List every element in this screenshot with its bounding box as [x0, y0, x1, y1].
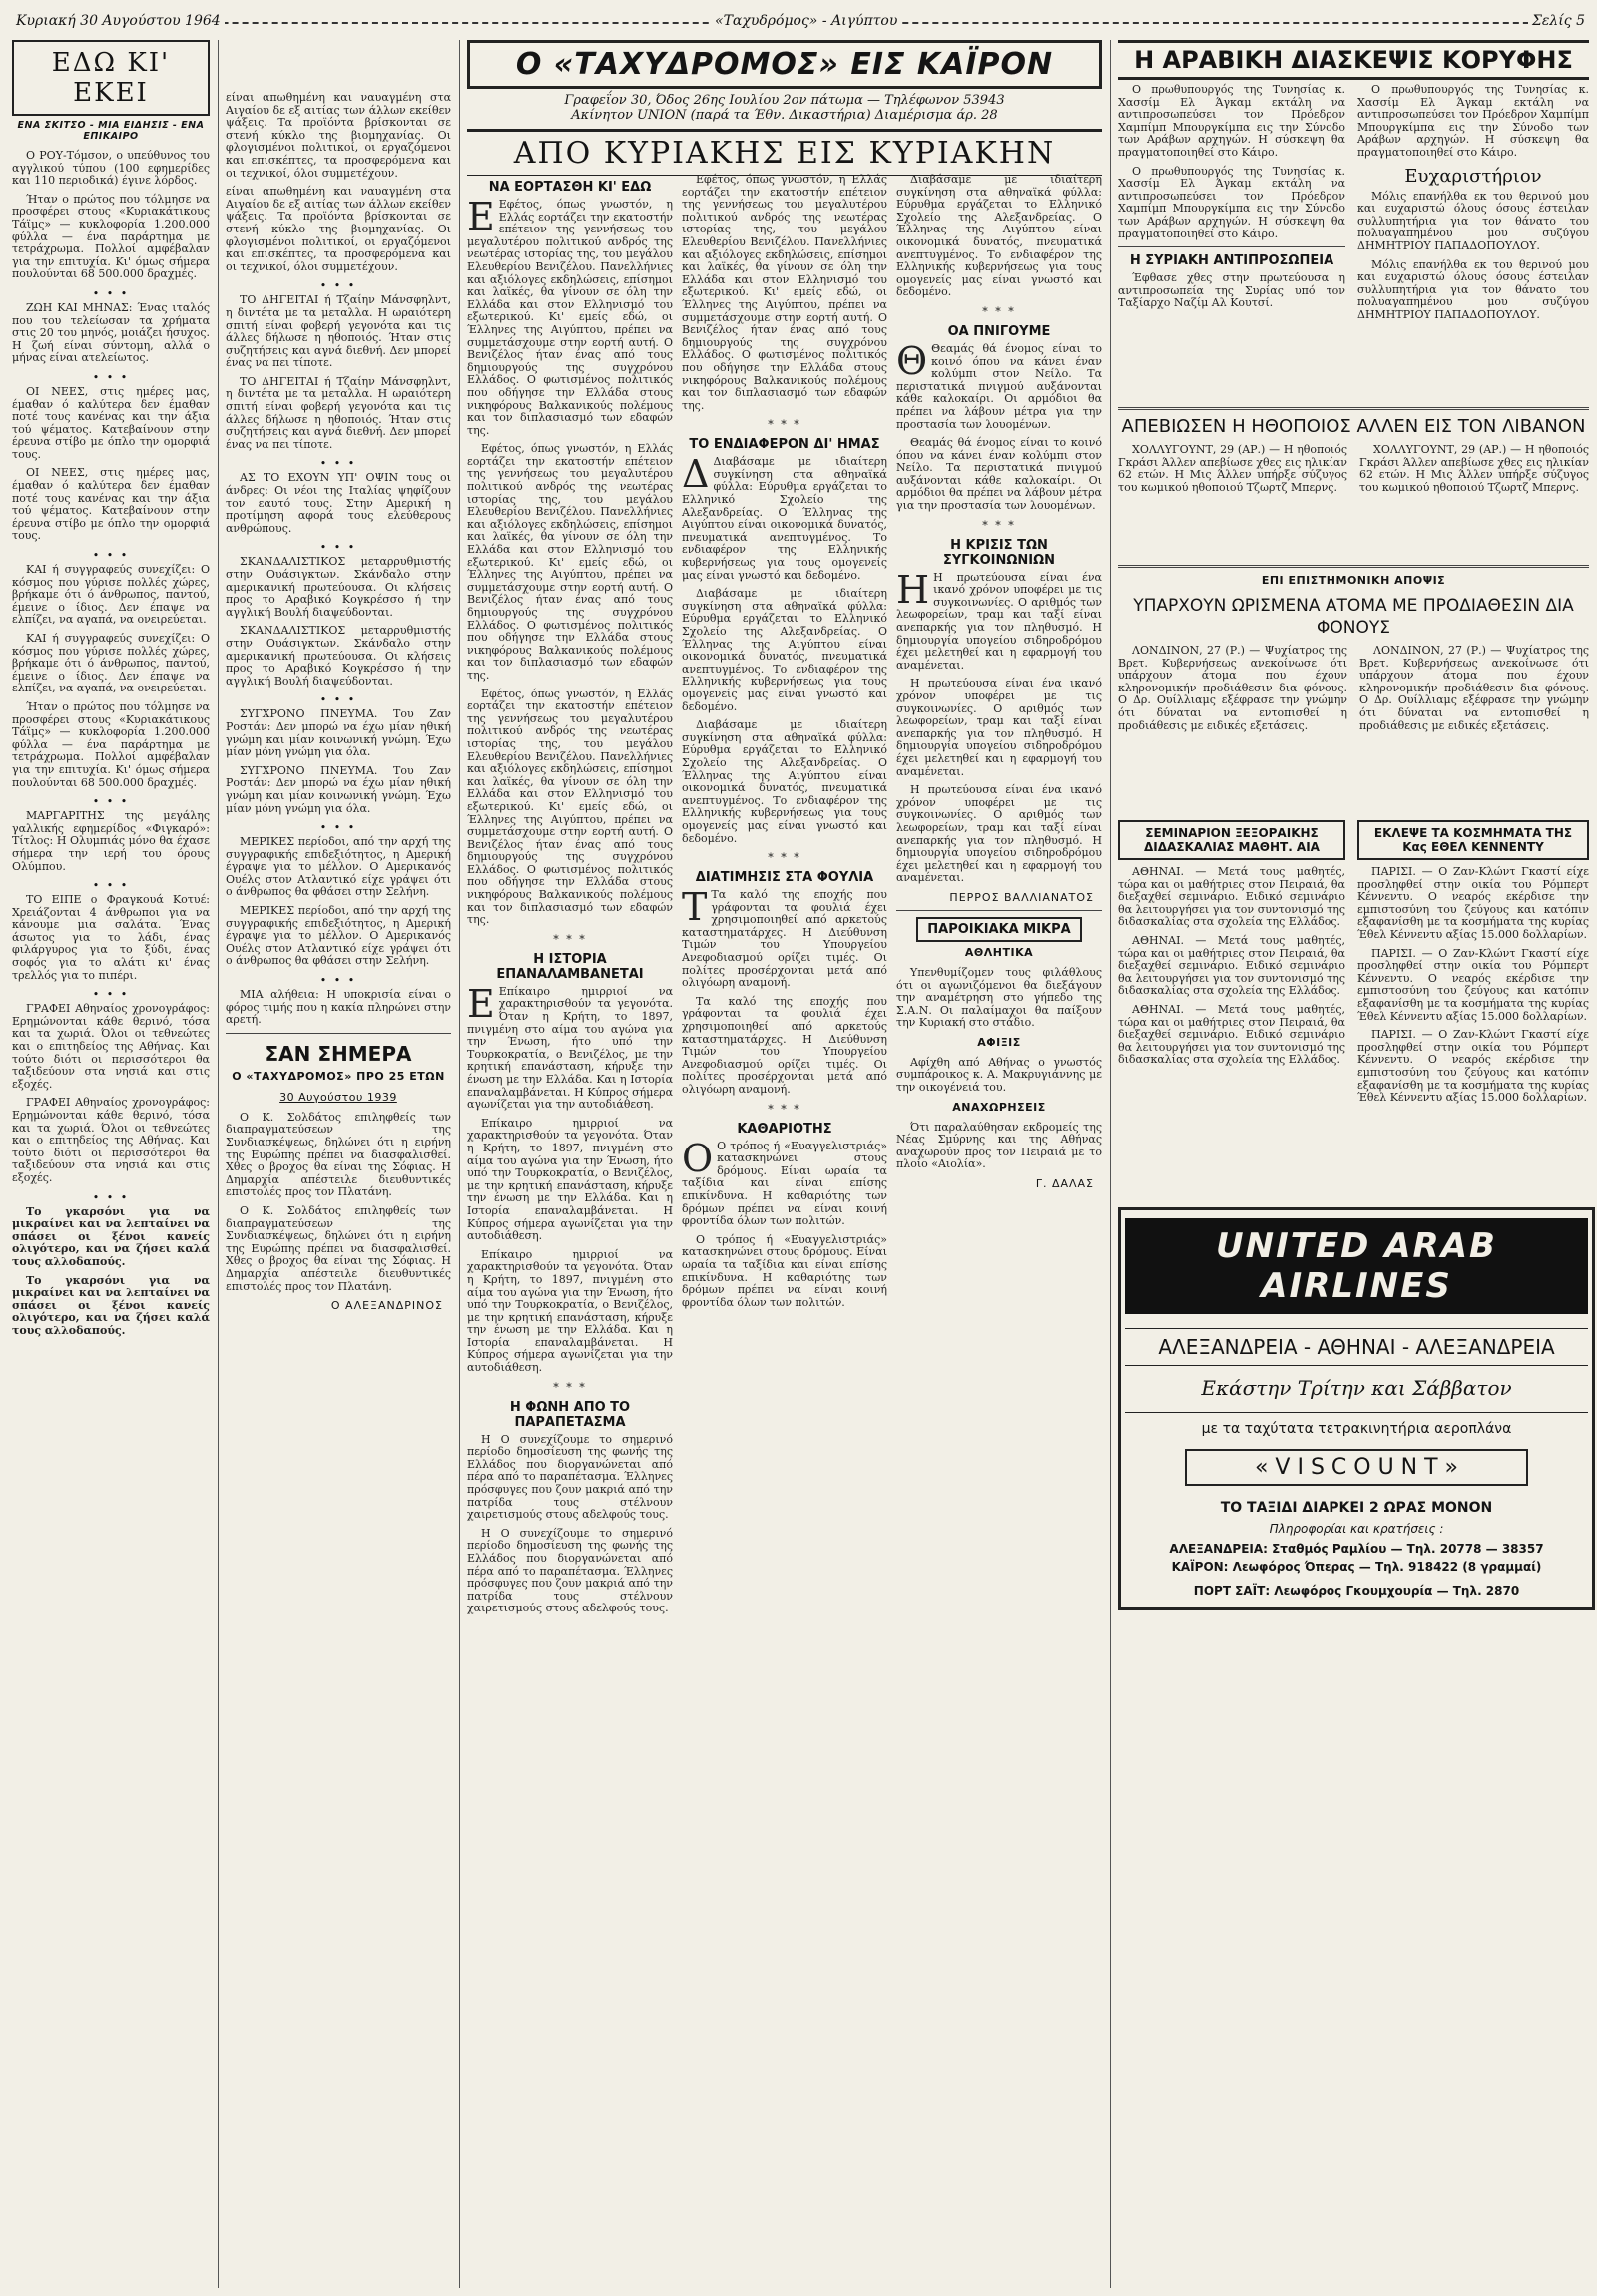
paragraph: ΓΡΑΦΕΙ Αθηναίος χρονογράφος: Ερημώνονται κάθε θερινό, τόσα και τα χωριά. Όλοι οι τεθνεώτες και ο επιτηδείος της Αθήνας. Και τούτο διότι οι περισσότεροι θα ταξιδεύουν στα νησιά και στις εξοχές. [12, 1096, 210, 1184]
paragraph: Ήταν ο πρώτος που τόλμησε να προσφέρει στους «Κυριακάτικους Τάϊμς» — κυκλοφορία 1.200.000 φύλλα — ένα παράρτημα με τετράχρωμα. Πολλοί αμφέβαλαν για την επιτυχία. Κι' όμως σήμερα πουλούνται 68 500.000 δραχμές. [12, 699, 210, 789]
section-subtitle: ΕΝΑ ΣΚΙΤΣΟ - ΜΙΑ ΕΙΔΗΣΙΣ - ΕΝΑ ΕΠΙΚΑΙΡΟ [17, 120, 205, 142]
article-title: ΚΑΘΑΡΙΟΤΗΣ [737, 1121, 832, 1137]
article-body: Υπενθυμίζομεν τους φιλάθλους ότι οι αγωνιζόμενοι θα διεξάγουν την αναμέτρηση στο γήπεδο της Σ.Α.Ν. Οι παλαίμαχοι θα παίξουν την Κυριακή στο στάδιο. [896, 965, 1102, 1030]
article-body: Επίκαιρο ημιρριοί να χαρακτηρισθούν τα γεγονότα. Όταν η Κρήτη, το 1897, πνιγμένη στο αίμα του αγώνα για την Ένωση, ήτο υπό την Τουρκοκρατία, ο Βενιζέλος, με την κρητική επανάσταση, κήρυξε την ένωση με την Ελλάδα. Και η Ιστορία επαναλαμβάνεται. Η Κύπρος σήμερα αγωνίζεται για την αυτοδιάθεση. [467, 984, 673, 1112]
separator: • • • [319, 821, 357, 835]
dropcap: Η [896, 567, 930, 612]
center-subcol-3 [896, 174, 1102, 1194]
separator: • • • [92, 988, 130, 1002]
article-title: Η ΦΩΝΗ ΑΠΟ ΤΟ ΠΑΡΑΠΕΤΑΣΜΑ [509, 1399, 631, 1430]
article-title: ΔΙΑΤΙΜΗΣΙΣ ΣΤΑ ΦΟΥΛΙΑ [695, 870, 874, 886]
article-body: ΠΑΡΙΣΙ. — Ο Ζαν-Κλώντ Γκαστί είχε προσληφθεί στην οικία του Ρόμπερτ Κέννεντυ. Ο νεαρός εκέρδισε την εμπιστοσύνη του ζεύγους και κατόπιν εξαφανίσθη με τα κοσμήματα της κυρίας Έθελ Κέννεντυ αξίας 15.000 δολλαρίων. [1357, 946, 1589, 1023]
article-title: ΟΑ ΠΝΙΓΟΥΜΕ [947, 323, 1051, 339]
separator: • • • [319, 974, 357, 988]
separator: • • • [319, 693, 357, 707]
article-title: ΤΟ ΕΝΔΙΑΦΕΡΟΝ ΔΙ' ΗΜΑΣ [689, 437, 880, 453]
article-title: ΠΑΡΟΙΚΙΑΚΑ ΜΙΚΡΑ [916, 917, 1082, 942]
airline-advertisement [1118, 1207, 1595, 1610]
paragraph: είναι απωθημένη και ναυαγμένη στα Αιγαίου δε εξ αιτίας των άλλων εκείθεν ψάξεις. Τα προϊόντα βρίσκονται σε στενή κύκλο της βιομηχανίας. Οι φλογισμένοι πολιτικοί, οι εργαζόμενοι και επισκέπτες, τα προσφερόμενα και οι τεχνικοί, όλοι συμμετέχουν. [226, 185, 451, 273]
article-body: Ότι παραλαύθησαν εκδρομείς της Νέας Σμύρνης και της Αθήνας αναχωρούν προς τον Πειραιά με το πλοίο «Αιολία». [896, 1120, 1102, 1171]
article-kicker: ΕΠΙ ΕΠΙΣΤΗΜΟΝΙΚΗ ΑΠΟΨΙΣ [1261, 574, 1446, 587]
article-body: Εφέτος, όπως γνωστόν, η Ελλάς εορτάζει την εκατοστήν επέτειον της γεννήσεως του μεγαλυτέρου πολιτικού ανδρός της νεωτέρας ιστορίας της, του μεγάλου Ελευθερίου Βενιζέλου. Πανελλήνιες και αξιόλογες εκδηλώσεις, επίσημοι και λαϊκές, θα γίνουν σε όλη την Ελλάδα και στον Ελληνισμό του εξωτερικού. Κι' εμείς εδώ, οι Έλληνες της Αιγύπτου, πρέπει να συμμετάσχουμε στην εορτή αυτή. Ο Βενιζέλος ήταν ένας από τους δημιουργούς της συγχρόνου Ελλάδος. Ο φωτισμένος πολιτικός που οδήγησε την Ελλάδα στους νικηφόρους Βαλκανικούς πολέμους και τον διπλασιασμό των εδαφών της. [682, 173, 887, 412]
article-title: ΝΑ ΕΟΡΤΑΣΘΗ ΚΙ' ΕΔΩ [488, 180, 652, 195]
signature: Γ. ΔΑΛΑΣ [1035, 1177, 1094, 1191]
ad-route: ΑΛΕΞΑΝΔΡΕΙΑ - ΑΘΗΝΑΙ - ΑΛΕΞΑΝΔΡΕΙΑ [1125, 1328, 1588, 1366]
seminar-article [1118, 820, 1345, 1073]
article-body: Αφίχθη από Αθήνας ο γνωστός συμπάροικος κ. Α. Μακρυγιάννης με την οικογένειά του. [896, 1055, 1102, 1095]
column-rule [459, 40, 460, 2288]
article-body: Εφέτος, όπως γνωστόν, η Ελλάς εορτάζει την εκατοστήν επέτειον της γεννήσεως του μεγαλυτέρου πολιτικού ανδρός της νεωτέρας ιστορίας της, του μεγάλου Ελευθερίου Βενιζέλου. Πανελλήνιες και αξιόλογες εκδηλώσεις, επίσημοι και λαϊκές, θα γίνουν σε όλη την Ελλάδα και στον Ελληνισμό του εξωτερικού. Κι' εμείς εδώ, οι Έλληνες της Αιγύπτου, πρέπει να συμμετάσχουμε στην εορτή αυτή. Ο Βενιζέλος ήταν ένας από τους δημιουργούς της συγχρόνου Ελλάδος. Ο φωτισμένος πολιτικός που οδήγησε την Ελλάδα στους νικηφόρους Βαλκανικούς πολέμους και τον διπλασιασμό των εδαφών της. [467, 687, 673, 927]
center-subcol-2 [682, 174, 887, 1315]
paragraph: ΣΥΓΧΡΟΝΟ ΠΝΕΥΜΑ. Του Ζαν Ροστάν: Δεν μπορώ να έχω μίαν ηθική γνώμη και μίαν κοινωνική γνώμη. Έχω μίαν μόνη γνώμη για όλα. [226, 763, 451, 815]
divider [896, 910, 1102, 911]
column-left [12, 40, 210, 1344]
header-page-number: Σελίς 5 [1528, 13, 1589, 29]
article-body: Επίκαιρο ημιρριοί να χαρακτηρισθούν τα γεγονότα. Όταν η Κρήτη, το 1897, πνιγμένη στο αίμα του αγώνα για την Ένωση, ήτο υπό την Τουρκοκρατία, ο Βενιζέλος, με την κρητική επανάσταση, κήρυξε την ένωση με την Ελλάδα. Και η Ιστορία επαναλαμβάνεται. Η Κύπρος σήμερα αγωνίζεται για την αυτοδιάθεση. [467, 1116, 673, 1243]
article-title: Η ΣΥΡΙΑΚΗ ΑΝΤΙΠΡΟΣΩΠΕΙΑ [1129, 253, 1334, 269]
paragraph: ΚΑΙ ή συγγραφεύς συνεχίζει: Ο κόσμος που γύρισε πολλές χώρες, βρήκαμε ότι ό άνθρωπος, παντού, έμεινε ο ίδιος. Δεν έπαψε να ελπίζει, να αγαπά, να ονειρεύεται. [12, 563, 210, 627]
header-paper: «Ταχυδρόμος» - Αιγύπτου [711, 13, 901, 29]
right-subcol-1 [1118, 84, 1345, 316]
paragraph: ΤΟ ΔΗΓΕΙΤΑΙ ή Τζαίην Μάνσφηλντ, η διντέτα με τα μεταλλα. Η ωραιότερη σπιτή είναι φοβερή γεγονότα και τις άλλες δήλωσε η ηθοποιός. Ήταν στις συζητήσεις και αγνά διεθνή. Δεν μπορεί ένας να πει τίποτε. [226, 293, 451, 370]
article-body: ΧΟΛΛΥΓΟΥΝΤ, 29 (ΑΡ.) — Η ηθοποιός Γκράσι Άλλεν απεβίωσε χθες εις ηλικίαν 62 ετών. Η Μις Άλλεν υπήρξε σύζυγος του κωμικού ηθοποιού Τζωρτζ Μπερνς. [1118, 443, 1347, 494]
separator: * * * [768, 418, 801, 432]
paragraph: ΜΙΑ αλήθεια: Η υποκρισία είναι ο φόρος τιμής που η κακία πληρώνει στην αρετή. [226, 988, 451, 1027]
article-body: Ο πρωθυπουργός της Τυνησίας κ. Χασσίμ Ελ Άγκαμ εκτάλη να αντιπροσωπεύσει τον Πρόεδρον Χαμπίμπ Μπουργκίμπα εις την Σύνοδο των Αράβων αρχηγών. Η σύσκεψη θα πραγματοποιηθεί στο Κάιρο. [1357, 83, 1589, 159]
ad-contact: ΠΟΡΤ ΣΑΪΤ: Λεωφόρος Γκουμχουρία — Τηλ. 2870 [1193, 1584, 1520, 1598]
article-body: ΑΘΗΝΑΙ. — Μετά τους μαθητές, τώρα και οι μαθήτριες στον Πειραιά, θα διεξαχθεί σεμινάριο. Ειδικό σεμινάριο θα λειτουργήσει για τον συντονισμό της διδασκαλίας στα σχολεία της Ελλάδος. [1118, 865, 1345, 929]
paragraph: Ο Κ. Σολδάτος επιληφθείς των διαπραγματεύσεων της Συνδιασκέψεως, δηλώνει ότι η ειρήνη της Ευρώπης πρέπει να διασφαλισθεί. Χθες ο βροχος θα είναι της Σόφιας. Η Δημαρχία απέστειλε διευθυντικές επιστολές προς τον Πλατάνη. [226, 1203, 451, 1293]
article-body: Η Ο συνεχίζουμε το σημερινό περίοδο δημοσίευση της φωνής της Ελλάδος που διοργανώνεται από πέρα από το παραπέτασμα. Έλληνες πρόσφυγες που ζουν μακριά από την πατρίδα τους στέλνουν χαιρετισμούς στους αδελφούς τους. [467, 1432, 673, 1522]
paragraph: ΑΣ ΤΟ ΕΧΟΥΝ ΥΠ' ΟΨΙΝ τους οι άνδρες: Οι νέοι της Ιταλίας ψηφίζουν τον εαυτό τους. Στην Αμερική η προτίμηση αφορά τους ελεύθερους ανθρώπους. [226, 471, 451, 535]
article-headline: ΑΠΕΒΙΩΣΕΝ Η ΗΘΟΠΟΙΟΣ ΑΛΛΕΝ ΕΙΣ ΤΟΝ ΛΙΒΑΝΟΝ [1121, 416, 1586, 437]
article-title: Η ΙΣΤΟΡΙΑ ΕΠΑΝΑΛΑΜΒΑΝΕΤΑΙ [496, 951, 644, 982]
paragraph: ΤΟ ΕΙΠΕ ο Φραγκουά Κοτυέ: Χρειάζονται 4 άνθρωποι για να κάνουμε μια σαλάτα. Ένας άσωτος για το λάδι, ένας φιλάργυρος για το ξύδι, ένας σοφός για το αλάτι κι' ένας τρελλός για το πιπέρι. [12, 893, 210, 982]
article-body: Διαβάσαμε με ιδιαίτερη συγκίνηση στα αθηναϊκά φύλλα: Εύρυθμα εργάζεται το Ελληνικό Σχολείο της Αλεξανδρείας. Ο Έλληνας της Αιγύπτου είναι οικονομικά δυνατός, πνευματικά ανεπτυγμένος. Το ενδιαφέρον της Ελληνικής κυβερνήσεως για τους ομογενείς μας είναι γνωστό και δεδομένο. [896, 173, 1102, 299]
paragraph: Ήταν ο πρώτος που τόλμησε να προσφέρει στους «Κυριακάτικους Τάϊμς» — κυκλοφορία 1.200.000 φύλλα — ένα παράρτημα με τετράχρωμα. Πολλοί αμφέβαλαν για την επιτυχία. Κι' όμως σήμερα πουλούνται 68 500.000 δραχμές. [12, 192, 210, 281]
column-second [226, 92, 451, 1316]
article-body: Ο πρωθυπουργός της Τυνησίας κ. Χασσίμ Ελ Άγκαμ εκτάλη να αντιπροσωπεύσει τον Πρόεδρον Χαμπίμπ Μπουργκίμπα εις την Σύνοδο των Αράβων αρχηγών. Η σύσκεψη θα πραγματοποιηθεί στο Κάιρο. [1118, 164, 1345, 240]
masthead: Ο «ΤΑΧΥΔΡΟΜΟΣ» ΕΙΣ ΚΑΪΡΟΝ [467, 40, 1102, 89]
separator: • • • [319, 541, 357, 555]
anniversary-date: 30 Αυγούστου 1939 [279, 1090, 397, 1104]
separator: • • • [92, 795, 130, 809]
article-headline: ΥΠΑΡΧΟΥΝ ΩΡΙΣΜΕΝΑ ΑΤΟΜΑ ΜΕ ΠΡΟΔΙΑΘΕΣΙΝ ΔΙΑ ΦΟΝΟΥΣ [1133, 596, 1574, 638]
right-subcol-2 [1357, 84, 1589, 328]
paragraph: ΤΟ ΔΗΓΕΙΤΑΙ ή Τζαίην Μάνσφηλντ, η διντέτα με τα μεταλλα. Η ωραιότερη σπιτή είναι φοβερή γεγονότα και τις άλλες δήλωσε η ηθοποιός. Ήταν στις συζητήσεις και αγνά διεθνή. Δεν μπορεί ένας να πει τίποτε. [226, 374, 451, 451]
dropcap: Ε [467, 195, 495, 238]
separator: • • • [319, 457, 357, 471]
column-rule [1110, 40, 1111, 2288]
paragraph: ΟΙ ΝΕΕΣ, στις ημέρες μας, έμαθαν ό καλύτερα δεν έμαθαν ποτέ τους κανένας και την άξια τού ψέματος. Κατεβαίνουν στην έρευνα στίβο με όπλο την ομορφιά τους. [12, 466, 210, 543]
article-body: Επίκαιρο ημιρριοί να χαρακτηρισθούν τα γεγονότα. Όταν η Κρήτη, το 1897, πνιγμένη στο αίμα του αγώνα για την Ένωση, ήτο υπό την Τουρκοκρατία, ο Βενιζέλος, με την κρητική επανάσταση, κήρυξε την ένωση με την Ελλάδα. Και η Ιστορία επαναλαμβάνεται. Η Κύπρος σήμερα αγωνίζεται για την αυτοδιάθεση. [467, 1247, 673, 1375]
center-block [467, 40, 1102, 1615]
paragraph: ΚΑΙ ή συγγραφεύς συνεχίζει: Ο κόσμος που γύρισε πολλές χώρες, βρήκαμε ότι ό άνθρωπος, παντού, έμεινε ο ίδιος. Δεν έπαψε να ελπίζει, να αγαπά, να ονειρεύεται. [12, 632, 210, 695]
ad-aircraft: με τα ταχύτατα τετρακινητήρια αεροπλάνα [1201, 1421, 1512, 1437]
dropcap: Ε [467, 981, 495, 1026]
article-body: Ο πρωθυπουργός της Τυνησίας κ. Χασσίμ Ελ Άγκαμ εκτάλη να αντιπροσωπεύσει τον Πρόεδρον Χαμπίμπ Μπουργκίμπα εις την Σύνοδο των Αράβων αρχηγών. Η σύσκεψη θα πραγματοποιηθεί στο Κάιρο. [1118, 83, 1345, 159]
divider [1118, 246, 1345, 247]
anniversary-title: ΣΑΝ ΣΗΜΕΡΑ [265, 1041, 412, 1066]
article-body: Τα καλό της εποχής που γράφονται τα φουλιά έχει χρησιμοποιηθεί από αρκετούς καταστηματάρχες. Η Διεύθυνση Τιμών του Υπουργείου Ανεφοδιασμού ορίζει τιμές. Οι πολίτες προσέρχονται μετά από ολιγόωρη αναμονή. [682, 994, 887, 1096]
ad-info-label: Πληροφορίαι και κρατήσεις : [1269, 1522, 1444, 1536]
article-body: ΠΑΡΙΣΙ. — Ο Ζαν-Κλώντ Γκαστί είχε προσληφθεί στην οικία του Ρόμπερτ Κέννεντυ. Ο νεαρός εκέρδισε την εμπιστοσύνη του ζεύγους και κατόπιν εξαφανίσθη με τα κοσμήματα της κυρίας Έθελ Κέννεντυ αξίας 15.000 δολλαρίων. [1357, 865, 1589, 941]
paragraph: ΜΕΡΙΚΕΣ περίοδοι, από την αρχή της συγγραφικής επιδεξιότητος, η Αμερική έγραψε για το μέλλον. Ο Αμερικανός Ουέλς στον Ατλαντικό είχε γράψει ότι ο άνθρωπος θα φθάσει στην Σελήνη. [226, 835, 451, 899]
article-body: ΧΟΛΛΥΓΟΥΝΤ, 29 (ΑΡ.) — Η ηθοποιός Γκράσι Άλλεν απεβίωσε χθες εις ηλικίαν 62 ετών. Η Μις Άλλεν υπήρξε σύζυγος του κωμικού ηθοποιού Τζωρτζ Μπερνς. [1359, 443, 1589, 494]
separator: * * * [553, 1380, 587, 1394]
signature: ΠΕΡΡΟΣ ΒΑΛΛΙΑΝΑΤΟΣ [949, 890, 1094, 904]
article-body: Διαβάσαμε με ιδιαίτερη συγκίνηση στα αθηναϊκά φύλλα: Εύρυθμα εργάζεται το Ελληνικό Σχολείο της Αλεξανδρείας. Ο Έλληνας της Αιγύπτου είναι οικονομικά δυνατός, πνευματικά ανεπτυγμένος. Το ενδιαφέρον της Ελληνικής κυβερνήσεως για τους ομογενείς μας είναι γνωστό και δεδομένο. [682, 455, 887, 582]
article-subtitle: ΑΘΛΗΤΙΚΑ [964, 945, 1034, 959]
address-line: Γραφεΐον 30, Όδος 26ης Ιουλίου 2ον πάτωμα — Τηλέφωνον 53943 [564, 93, 1005, 108]
separator: • • • [92, 879, 130, 893]
article-headline: Η ΑΡΑΒΙΚΗ ΔΙΑΣΚΕΨΙΣ ΚΟΡΥΦΗΣ [1118, 40, 1589, 80]
column-rule [218, 40, 219, 2288]
article-body: Τα καλό της εποχής που γράφονται τα φουλιά έχει χρησιμοποιηθεί από αρκετούς καταστηματάρχες. Η Διεύθυνση Τιμών του Υπουργείου Ανεφοδιασμού ορίζει τιμές. Οι πολίτες προσέρχονται μετά από ολιγόωρη αναμονή. [682, 888, 887, 990]
anniversary-subtitle: Ο «ΤΑΧΥΔΡΟΜΟΣ» ΠΡΟ 25 ΕΤΩΝ [232, 1069, 445, 1083]
separator: • • • [319, 279, 357, 293]
paragraph: ΣΚΑΝΔΑΛΙΣΤΙΚΟΣ μεταρρυθμιστής στην Ουάσιγκτων. Σκάνδαλο στην αμερικανική πρωτεύουσα. Οι κλήσεις προς το Αραβικό Κογκρέσσο ή την αγγλική Βουλή διαψεύδονται. [226, 624, 451, 688]
science-article [1118, 559, 1589, 738]
running-header [12, 10, 1589, 32]
ad-model: « V I S C O U N T » [1185, 1449, 1528, 1486]
paragraph: ΖΩΗ ΚΑΙ ΜΗΝΑΣ: Ένας ιταλός που του τελείωσαν τα χρήματα στις 20 του μηνός, μοιάζει ήσυχος. Η ζωή είναι σύντομη, αλλά ο μήνας είναι ατελείωτος. [12, 300, 210, 365]
divider [1118, 407, 1589, 410]
ad-duration: ΤΟ ΤΑΞΙΔΙ ΔΙΑΡΚΕΙ 2 ΩΡΑΣ ΜΟΝΟΝ [1220, 1500, 1493, 1516]
separator: • • • [92, 370, 130, 384]
separator: • • • [92, 549, 130, 563]
separator: • • • [92, 1190, 130, 1204]
dropcap: Δ [682, 452, 710, 497]
separator: * * * [768, 851, 801, 865]
paragraph: Το γκαρσόνι για να μικραίνει και να λεπταίνει να σπάσει οι ξένοι κανείς ολιγότερο, και να ζήσει καλά τους αλλοδαπούς. [12, 1273, 210, 1337]
signature: Ο ΑΛΕΞΑΝΔΡΙΝΟΣ [330, 1299, 443, 1313]
article-title: Ευχαριστήριον [1404, 165, 1542, 187]
banner: ΑΠΟ ΚΥΡΙΑΚΗΣ ΕΙΣ ΚΥΡΙΑΚΗΝ [467, 129, 1102, 176]
separator: * * * [553, 932, 587, 946]
article-body: ΛΟΝΔΙΝΟΝ, 27 (Ρ.) — Ψυχίατρος της Βρετ. Κυβερνήσεως ανεκοίνωσε ότι υπάρχουν άτομα που έχουν κληρονομικήν προδιάθεσιν δια φόνους. Ο Δρ. Ουίλλιαμς εξέφρασε την γνώμην ότι δύναται να εντοπισθεί η προδιάθεσις με ειδικές εξετάσεις. [1118, 644, 1347, 732]
airline-logo: UNITED ARAB AIRLINES [1125, 1218, 1588, 1314]
dropcap: Ο [682, 1136, 714, 1180]
article-body: Η Ο συνεχίζουμε το σημερινό περίοδο δημοσίευση της φωνής της Ελλάδος που διοργανώνεται από πέρα από το παραπέτασμα. Έλληνες πρόσφυγες που ζουν μακριά από την πατρίδα τους στέλνουν χαιρετισμούς στους αδελφούς τους. [467, 1526, 673, 1615]
article-body: Η πρωτεύουσα είναι ένα ικανό χρόνον υποφέρει με τις συγκοινωνίες. Ο αριθμός των λεωφορείων, τραμ και ταξί είναι ανεπαρκής για τον πληθυσμό. Η δημιουργία υπογείου σιδηροδρόμου έχει μελετηθεί και η εφαρμογή του αναμένεται. [896, 677, 1102, 778]
article-headline: ΣΕΜΙΝΑΡΙΟΝ ΞΕΞΟΡΑΙΚΗΣ ΔΙΔΑΣΚΑΛΙΑΣ ΜΑΘΗΤ. ΑΙΑ [1118, 820, 1345, 860]
dropcap: Θ [896, 338, 928, 383]
article-body: Μόλις επανήλθα εκ του θερινού μου και ευχαριστώ όλους όσους έστειλαν συλλυπητήρια για τον θάνατο του πολυαγαπημένου μου συζύγου ΔΗΜΗΤΡΙΟΥ ΠΑΠΑΔΟΠΟΥΛΟΥ. [1357, 189, 1589, 252]
article-body: Μόλις επανήλθα εκ του θερινού μου και ευχαριστώ όλους όσους έστειλαν συλλυπητήρια για τον θάνατο του πολυαγαπημένου μου συζύγου ΔΗΜΗΤΡΙΟΥ ΠΑΠΑΔΟΠΟΥΛΟΥ. [1357, 257, 1589, 321]
section-title: ΕΔΩ ΚΙ' ΕΚΕΙ [12, 40, 210, 116]
paragraph: Το γκαρσόνι για να μικραίνει και να λεπταίνει να σπάσει οι ξένοι κανείς ολιγότερο, και να ζήσει καλά τους αλλοδαπούς. [12, 1204, 210, 1268]
address-line: Ακίνητον UNION (παρά τα Έθν. Δικαστήρια) Διαμέρισμα άρ. 28 [571, 108, 998, 123]
article-body: Ο τρόπος ή «Ευαγγελιστριάς» κατασκηνώνει στους δρόμους. Είναι ωραία τα ταξίδια και είναι επίσης επικίνδυνα. Η καθαριότης των δρόμων πρέπει να είναι κοινή φροντίδα όλων των πολιτών. [682, 1139, 887, 1228]
center-subcol-1 [467, 174, 673, 1621]
paragraph: Ο ΡΟΥ-Τόμσον, ο υπεύθυνος του αγγλικού τύπου (100 εφημερίδες και 110 περιοδικά) έγινε λόρδος. [12, 149, 210, 188]
article-title: Η ΚΡΙΣΙΣ ΤΩΝ ΣΥΓΚΟΙΝΩΝΙΩΝ [942, 537, 1056, 568]
article-body: Ο τρόπος ή «Ευαγγελιστριάς» κατασκηνώνει στους δρόμους. Είναι ωραία τα ταξίδια και είναι επίσης επικίνδυνα. Η καθαριότης των δρόμων πρέπει να είναι κοινή φροντίδα όλων των πολιτών. [682, 1232, 887, 1309]
divider [1118, 565, 1589, 568]
paragraph: ΟΙ ΝΕΕΣ, στις ημέρες μας, έμαθαν ό καλύτερα δεν έμαθαν ποτέ τους κανένας και την άξια τού ψέματος. Κατεβαίνουν στην έρευνα στίβο με όπλο την ομορφιά τους. [12, 384, 210, 461]
article-body: Εφέτος, όπως γνωστόν, η Ελλάς εορτάζει την εκατοστήν επέτειον της γεννήσεως του μεγαλυτέρου πολιτικού ανδρός της νεωτέρας ιστορίας της, του μεγάλου Ελευθερίου Βενιζέλου. Πανελλήνιες και αξιόλογες εκδηλώσεις, επίσημοι και λαϊκές, θα γίνουν σε όλη την Ελλάδα και στον Ελληνισμό του εξωτερικού. Κι' εμείς εδώ, οι Έλληνες της Αιγύπτου, πρέπει να συμμετάσχουμε στην εορτή αυτή. Ο Βενιζέλος ήταν ένας από τους δημιουργούς της συγχρόνου Ελλάδος. Ο φωτισμένος πολιτικός που οδήγησε την Ελλάδα στους νικηφόρους Βαλκανικούς πολέμους και τον διπλασιασμό των εδαφών της. [467, 198, 673, 437]
paragraph: ΜΕΡΙΚΕΣ περίοδοι, από την αρχή της συγγραφικής επιδεξιότητος, η Αμερική έγραψε για το μέλλον. Ο Αμερικανός Ουέλς στον Ατλαντικό είχε γράψει ότι ο άνθρωπος θα φθάσει στην Σελήνη. [226, 904, 451, 968]
ad-contact: ΑΛΕΞΑΝΔΡΕΙΑ: Σταθμός Ραμλίου — Τηλ. 20778 — 38357 [1169, 1542, 1544, 1556]
article-body: ΑΘΗΝΑΙ. — Μετά τους μαθητές, τώρα και οι μαθήτριες στον Πειραιά, θα διεξαχθεί σεμινάριο. Ειδικό σεμινάριο θα λειτουργήσει για τον συντονισμό της διδασκαλίας στα σχολεία της Ελλάδος. [1118, 933, 1345, 998]
article-subtitle: ΑΦΙΞΙΣ [977, 1035, 1021, 1049]
dropcap: Τ [682, 885, 708, 930]
article-body: ΠΑΡΙΣΙ. — Ο Ζαν-Κλώντ Γκαστί είχε προσληφθεί στην οικία του Ρόμπερτ Κέννεντυ. Ο νεαρός εκέρδισε την εμπιστοσύνη του ζεύγους και κατόπιν εξαφανίσθη με τα κοσμήματα της κυρίας Έθελ Κέννεντυ αξίας 15.000 δολλαρίων. [1357, 1028, 1589, 1105]
paragraph: Ο Κ. Σολδάτος επιληφθείς των διαπραγματεύσεων της Συνδιασκέψεως, δηλώνει ότι η ειρήνη της Ευρώπης πρέπει να διασφαλισθεί. Χθες ο βροχος θα είναι της Σόφιας. Η Δημαρχία απέστειλε διευθυντικές επιστολές προς τον Πλατάνη. [226, 1110, 451, 1199]
actress-article [1118, 401, 1589, 500]
article-body: Θεαμάς θά ένομος είναι το κοινό όπου να κάνει έναν κολύμπι στον Νείλο. Τα περιστατικά πνιγμού αυξάνονται κάθε καλοκαίρι. Οι αρμόδιοι θα πρέπει να λάβουν μέτρα για την προστασία των λουομένων. [896, 341, 1102, 431]
article-body: Η πρωτεύουσα είναι ένα ικανό χρόνον υποφέρει με τις συγκοινωνίες. Ο αριθμός των λεωφορείων, τραμ και ταξί είναι ανεπαρκής για τον πληθυσμό. Η δημιουργία υπογείου σιδηροδρόμου έχει μελετηθεί και η εφαρμογή του αναμένεται. [896, 783, 1102, 885]
separator: • • • [92, 286, 130, 300]
separator: * * * [982, 518, 1016, 532]
article-subtitle: ΑΝΑΧΩΡΗΣΕΙΣ [952, 1100, 1046, 1114]
article-body: Διαβάσαμε με ιδιαίτερη συγκίνηση στα αθηναϊκά φύλλα: Εύρυθμα εργάζεται το Ελληνικό Σχολείο της Αλεξανδρείας. Ο Έλληνας της Αιγύπτου είναι οικονομικά δυνατός, πνευματικά ανεπτυγμένος. Το ενδιαφέρον της Ελληνικής κυβερνήσεως για τους ομογενείς μας είναι γνωστό και δεδομένο. [682, 587, 887, 713]
article-body: ΑΘΗΝΑΙ. — Μετά τους μαθητές, τώρα και οι μαθήτριες στον Πειραιά, θα διεξαχθεί σεμινάριο. Ειδικό σεμινάριο θα λειτουργήσει για τον συντονισμό της διδασκαλίας στα σχολεία της Ελλάδος. [1118, 1002, 1345, 1067]
article-body: Η πρωτεύουσα είναι ένα ικανό χρόνον υποφέρει με τις συγκοινωνίες. Ο αριθμός των λεωφορείων, τραμ και ταξί είναι ανεπαρκής για τον πληθυσμό. Η δημιουργία υπογείου σιδηροδρόμου έχει μελετηθεί και η εφαρμογή του αναμένεται. [896, 570, 1102, 672]
ad-contact: ΚΑΪΡΟΝ: Λεωφόρος Όπερας — Τηλ. 918422 (8 γραμμαί) [1171, 1560, 1542, 1574]
header-date: Κυριακή 30 Αυγούστου 1964 [12, 13, 225, 29]
paragraph: ΜΑΡΓΑΡΙΤΗΣ της μεγάλης γαλλικής εφημερίδος «Φιγκαρό»: Τίτλος: Η Ολυμπιάς μόνο θα έχασε σήμερα την ιερή του όρους Ολύμπου. [12, 809, 210, 873]
article-body: ΛΟΝΔΙΝΟΝ, 27 (Ρ.) — Ψυχίατρος της Βρετ. Κυβερνήσεως ανεκοίνωσε ότι υπάρχουν άτομα που έχουν κληρονομικήν προδιάθεσιν δια φόνους. Ο Δρ. Ουίλλιαμς εξέφρασε την γνώμην ότι δύναται να εντοπισθεί η προδιάθεσις με ειδικές εξετάσεις. [1359, 644, 1589, 732]
separator: * * * [982, 304, 1016, 318]
article-body: Εφέτος, όπως γνωστόν, η Ελλάς εορτάζει την εκατοστήν επέτειον της γεννήσεως του μεγαλυτέρου πολιτικού ανδρός της νεωτέρας ιστορίας της, του μεγάλου Ελευθερίου Βενιζέλου. Πανελλήνιες και αξιόλογες εκδηλώσεις, επίσημοι και λαϊκές, θα γίνουν σε όλη την Ελλάδα και στον Ελληνισμό του εξωτερικού. Κι' εμείς εδώ, οι Έλληνες της Αιγύπτου, πρέπει να συμμετάσχουμε στην εορτή αυτή. Ο Βενιζέλος ήταν ένας από τους δημιουργούς της συγχρόνου Ελλάδος. Ο φωτισμένος πολιτικός που οδήγησε την Ελλάδα στους νικηφόρους Βαλκανικούς πολέμους και τον διπλασιασμό των εδαφών της. [467, 442, 673, 682]
paragraph: είναι απωθημένη και ναυαγμένη στα Αιγαίου δε εξ αιτίας των άλλων εκείθεν ψάξεις. Τα προϊόντα βρίσκονται σε στενή κύκλο της βιομηχανίας. Οι φλογισμένοι πολιτικοί, οι εργαζόμενοι και επισκέπτες, τα προσφερόμενα και οι τεχνικοί, όλοι συμμετέχουν. [226, 91, 451, 180]
article-body: Έφθασε χθες στην πρωτεύουσα η αντιπροσωπεία της Συρίας υπό τον Ταξίαρχο Ναζίμ Αλ Κουτσί. [1118, 271, 1345, 310]
article-headline: ΕΚΛΕΨΕ ΤΑ ΚΟΣΜΗΜΑΤΑ ΤΗΣ Κας ΕΘΕΛ ΚΕΝΝΕΝΤΥ [1357, 820, 1589, 860]
article-body: Διαβάσαμε με ιδιαίτερη συγκίνηση στα αθηναϊκά φύλλα: Εύρυθμα εργάζεται το Ελληνικό Σχολείο της Αλεξανδρείας. Ο Έλληνας της Αιγύπτου είναι οικονομικά δυνατός, πνευματικά ανεπτυγμένος. Το ενδιαφέρον της Ελληνικής κυβερνήσεως για τους ομογενείς μας είναι γνωστό και δεδομένο. [682, 718, 887, 845]
separator: * * * [768, 1102, 801, 1116]
divider [226, 1033, 451, 1034]
paragraph: ΣΚΑΝΔΑΛΙΣΤΙΚΟΣ μεταρρυθμιστής στην Ουάσιγκτων. Σκάνδαλο στην αμερικανική πρωτεύουσα. Οι κλήσεις προς το Αραβικό Κογκρέσσο ή την αγγλική Βουλή διαψεύδονται. [226, 555, 451, 619]
kennedy-article [1357, 820, 1589, 1111]
paragraph: ΣΥΓΧΡΟΝΟ ΠΝΕΥΜΑ. Του Ζαν Ροστάν: Δεν μπορώ να έχω μίαν ηθική γνώμη και μίαν κοινωνική γνώμη. Έχω μίαν μόνη γνώμη για όλα. [226, 707, 451, 759]
article-body: Θεαμάς θά ένομος είναι το κοινό όπου να κάνει έναν κολύμπι στον Νείλο. Τα περιστατικά πνιγμού αυξάνονται κάθε καλοκαίρι. Οι αρμόδιοι θα πρέπει να λάβουν μέτρα για την προστασία των λουομένων. [896, 436, 1102, 513]
column-right [1118, 40, 1589, 1598]
paragraph: ΓΡΑΦΕΙ Αθηναίος χρονογράφος: Ερημώνονται κάθε θερινό, τόσα και τα χωριά. Όλοι οι τεθνεώτες και ο επιτηδείος της Αθήνας. Και τούτο διότι οι περισσότεροι θα ταξιδεύουν στα νησιά και στις εξοχές. [12, 1002, 210, 1091]
ad-schedule: Εκάστην Τρίτην και Σάββατον [1201, 1376, 1512, 1400]
